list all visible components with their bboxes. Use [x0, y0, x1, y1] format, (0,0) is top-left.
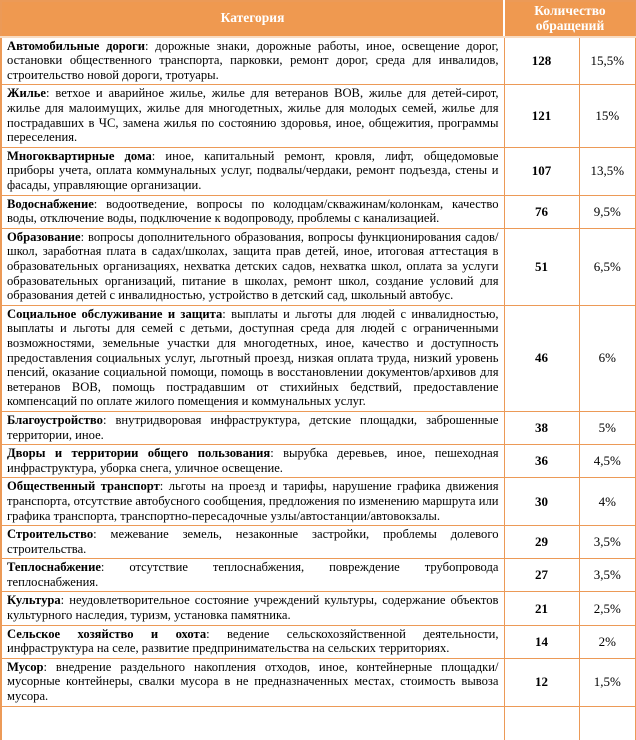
- table-row: [1, 658, 636, 706]
- percent-cell: 13,5%: [579, 147, 636, 195]
- table-row: [1, 592, 636, 625]
- category-cell: [1, 228, 504, 305]
- table-row: [1, 305, 636, 411]
- percent-cell: 15,5%: [579, 37, 636, 85]
- category-name: Благоустройство: [7, 412, 103, 427]
- category-cell: [1, 445, 504, 478]
- category-details: : водоотведение, вопросы по колодцам/скважинам/колонкам, качество воды, отключение воды, подключение к водопроводу, проблемы с канализацией.: [7, 196, 499, 226]
- category-name: Многоквартирные дома: [7, 148, 152, 163]
- count-cell: 76: [504, 195, 579, 228]
- category-cell: [1, 305, 504, 411]
- category-cell: [1, 625, 504, 658]
- header-row: [1, 1, 636, 37]
- table-row: [1, 411, 636, 444]
- percent-cell: 9,5%: [579, 195, 636, 228]
- table-row: [1, 478, 636, 526]
- count-cell: 51: [504, 228, 579, 305]
- count-cell: 36: [504, 445, 579, 478]
- category-name: Сельское хозяйство и охота: [7, 626, 207, 641]
- category-name: Автомобильные дороги: [7, 38, 146, 53]
- category-name: Строительство: [7, 527, 94, 542]
- count-cell: 14: [504, 625, 579, 658]
- category-name: Общественный транспорт: [7, 479, 160, 494]
- percent-cell: [579, 706, 636, 740]
- percent-cell: 1,5%: [579, 658, 636, 706]
- table-row: [1, 85, 636, 147]
- category-name: Водоснабжение: [7, 196, 94, 211]
- table-row: [1, 195, 636, 228]
- table-row: [1, 445, 636, 478]
- count-cell: 27: [504, 559, 579, 592]
- category-name: Культура: [7, 593, 61, 608]
- category-details: : вопросы дополнительного образования, вопросы функционирования садов/школ, заработная плата в садах/школах, защита прав детей, иное, итоговая аттестация в образовательных организациях, нехватка детских садов, нехватка школ, оплата за услуги образовательных организаций, питание в школах, ремонт школ, создание условий для образования детей с инвалидностью, устройство в детский сад, школьный автобус.: [7, 229, 499, 303]
- count-cell: 107: [504, 147, 579, 195]
- table-body: [1, 37, 636, 740]
- category-details: : дорожные знаки, дорожные работы, иное, освещение дорог, остановки общественного транспорта, парковки, ремонт дорог, среда для инвалидов, строительство новой дороги, тротуары.: [7, 38, 499, 82]
- table-row: [1, 228, 636, 305]
- percent-cell: 15%: [579, 85, 636, 147]
- category-name: Образование: [7, 229, 81, 244]
- category-details: : ведение сельскохозяйственной деятельности, инфраструктура на селе, развитие предпринимательства на сельских территориях.: [7, 626, 499, 656]
- category-cell: [1, 85, 504, 147]
- table-row: [1, 706, 636, 740]
- category-details: : льготы на проезд и тарифы, нарушение графика движения транспорта, отсутствие автобусного сообщения, предложения по изменению маршрута или графика транспорта, транспортно-пересадочные узлы/автостанции/автовокзалы.: [7, 479, 499, 523]
- percent-cell: 6%: [579, 305, 636, 411]
- count-cell: 29: [504, 526, 579, 559]
- count-cell: 46: [504, 305, 579, 411]
- category-details: : межевание земель, незаконные застройки, проблемы долевого строительства.: [7, 527, 499, 556]
- table-header: [1, 1, 636, 37]
- category-name: Жилье: [7, 86, 47, 101]
- table-row: [1, 526, 636, 559]
- category-details: : иное, капитальный ремонт, кровля, лифт, общедомовые приборы учета, оплата коммунальных услуг, подвалы/чердаки, ремонт подъезда, стены и фасады, управляющие организации.: [7, 148, 499, 193]
- count-cell: 30: [504, 478, 579, 526]
- percent-cell: 4,5%: [579, 445, 636, 478]
- count-cell: 128: [504, 37, 579, 85]
- category-cell: [1, 195, 504, 228]
- category-cell: [1, 706, 504, 740]
- category-cell: [1, 37, 504, 85]
- category-name: Социальное обслуживание и защита: [7, 306, 223, 321]
- category-cell: [1, 147, 504, 195]
- table-row: [1, 625, 636, 658]
- category-cell: [1, 526, 504, 559]
- percent-cell: 4%: [579, 478, 636, 526]
- category-cell: [1, 411, 504, 444]
- column-header-category: Категория: [1, 1, 504, 37]
- count-cell: 38: [504, 411, 579, 444]
- percent-cell: 2,5%: [579, 592, 636, 625]
- category-cell: [1, 592, 504, 625]
- category-details: : внедрение раздельного накопления отходов, иное, контейнерные площадки/мусорные контейнеры, свалки мусора в не предназначенных местах, стоимость вывоза мусора.: [7, 659, 499, 704]
- category-cell: [1, 559, 504, 592]
- percent-cell: 3,5%: [579, 526, 636, 559]
- table-row: [1, 559, 636, 592]
- category-details: : неудовлетворительное состояние учреждений культуры, содержание объектов культурного наследия, туризм, установка памятника.: [7, 593, 499, 623]
- category-details: : отсутствие теплоснабжения, повреждение трубопровода теплоснабжения.: [7, 560, 499, 589]
- category-name: Теплоснабжение: [7, 560, 101, 575]
- category-name: Дворы и территории общего пользования: [7, 446, 271, 461]
- count-cell: 121: [504, 85, 579, 147]
- percent-cell: 2%: [579, 625, 636, 658]
- category-details: : выплаты и льготы для людей с инвалидностью, выплаты и льготы для семей с детьми, доступная среда для людей с ограниченными возможностями, земельные участки для многодетных, иное, качество и доступность предоставления социальных услуг, льготный проезд, низкая оплата труда, низкий уровень пенсий, оказание социальной помощи, помощь в восстановлении документов/архивов для ветеранов ВОВ, помощь пострадавшим от стихийных бедствий, предоставление компенсаций по оплате жилого помещения и коммунальных услуг.: [7, 306, 499, 409]
- percent-cell: 6,5%: [579, 228, 636, 305]
- table-row: [1, 147, 636, 195]
- category-details: : вырубка деревьев, иное, пешеходная инфраструктура, уборка снега, уличное освещение.: [7, 446, 499, 475]
- category-cell: [1, 658, 504, 706]
- count-cell: 12: [504, 658, 579, 706]
- category-details: : ветхое и аварийное жилье, жилье для ветеранов ВОВ, жилье для детей-сирот, жилье для малоимущих, жилье для многодетных, жилье для молодых семей, жилье для пострадавших в ЧС, замена жилья по состоянию здоровья, иное, общежития, программы переселения.: [7, 86, 499, 145]
- category-cell: [1, 478, 504, 526]
- count-cell: [504, 706, 579, 740]
- category-name: Мусор: [7, 659, 44, 674]
- column-header-count: Количество обращений: [504, 1, 636, 37]
- table-row: [1, 37, 636, 85]
- percent-cell: 5%: [579, 411, 636, 444]
- count-cell: 21: [504, 592, 579, 625]
- category-details: : внутридворовая инфраструктура, детские площадки, заброшенные территории, иное.: [7, 412, 499, 442]
- percent-cell: 3,5%: [579, 559, 636, 592]
